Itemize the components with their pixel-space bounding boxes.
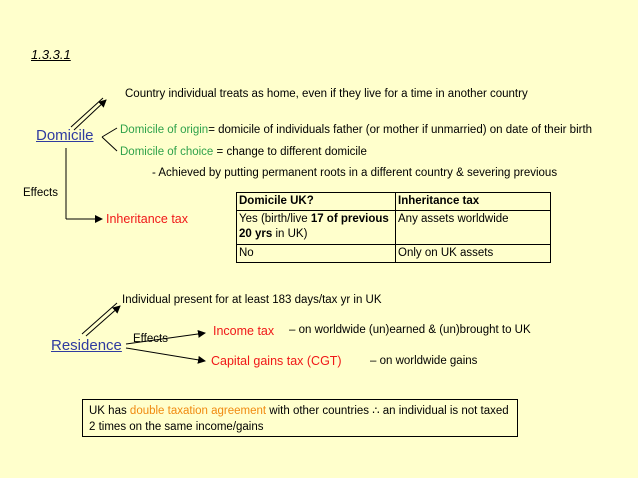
cgt-text: – on worldwide gains [370, 355, 478, 367]
inheritance-tax-label: Inheritance tax [106, 212, 188, 226]
table-cell: Any assets worldwide [396, 211, 551, 245]
domicile-definition-arrow [71, 98, 106, 130]
inheritance-tax-table [236, 192, 551, 263]
origin-term: Domicile of origin [120, 124, 209, 136]
domicile-heading: Domicile [36, 127, 94, 144]
domicile-effects-arrow [66, 148, 102, 219]
choice-note: - Achieved by putting permanent roots in a different country & severing previous [152, 167, 558, 179]
choice-term: Domicile of choice [120, 146, 214, 158]
table-header-row [237, 193, 551, 211]
table-row [237, 211, 551, 245]
income-tax-label: Income tax [213, 324, 275, 338]
domicile-types-bracket [102, 128, 117, 151]
table-header: Inheritance tax [396, 193, 551, 211]
residence-effects-label: Effects [133, 333, 168, 345]
table-header: Domicile UK? [237, 193, 396, 211]
table-cell: Yes (birth/live 17 of previous 20 yrs in UK) [237, 211, 396, 245]
table-row [237, 245, 551, 263]
residence-definition-arrow [82, 303, 120, 336]
domicile-of-choice [120, 146, 367, 158]
double-taxation-note: UK has double taxation agreement with other countries ∴ an individual is not taxed 2 times on the same income/gains [82, 399, 518, 437]
residence-heading: Residence [51, 337, 122, 354]
domicile-definition: Country individual treats as home, even if they live for a time in another country [125, 88, 528, 100]
origin-text: = domicile of individuals father (or mother if unmarried) on date of their birth [208, 124, 593, 136]
table-cell: Only on UK assets [396, 245, 551, 263]
choice-text: = change to different domicile [216, 146, 367, 158]
cgt-label: Capital gains tax (CGT) [211, 354, 342, 368]
double-taxation-term: double taxation agreement [129, 405, 267, 417]
residence-definition: Individual present for at least 183 days/tax yr in UK [122, 294, 382, 306]
domicile-of-origin [120, 124, 592, 136]
income-tax-text: – on worldwide (un)earned & (un)brought to UK [289, 324, 531, 336]
slide-number: 1.3.3.1 [31, 47, 71, 62]
table-cell: No [237, 245, 396, 263]
domicile-effects-label: Effects [23, 187, 58, 199]
